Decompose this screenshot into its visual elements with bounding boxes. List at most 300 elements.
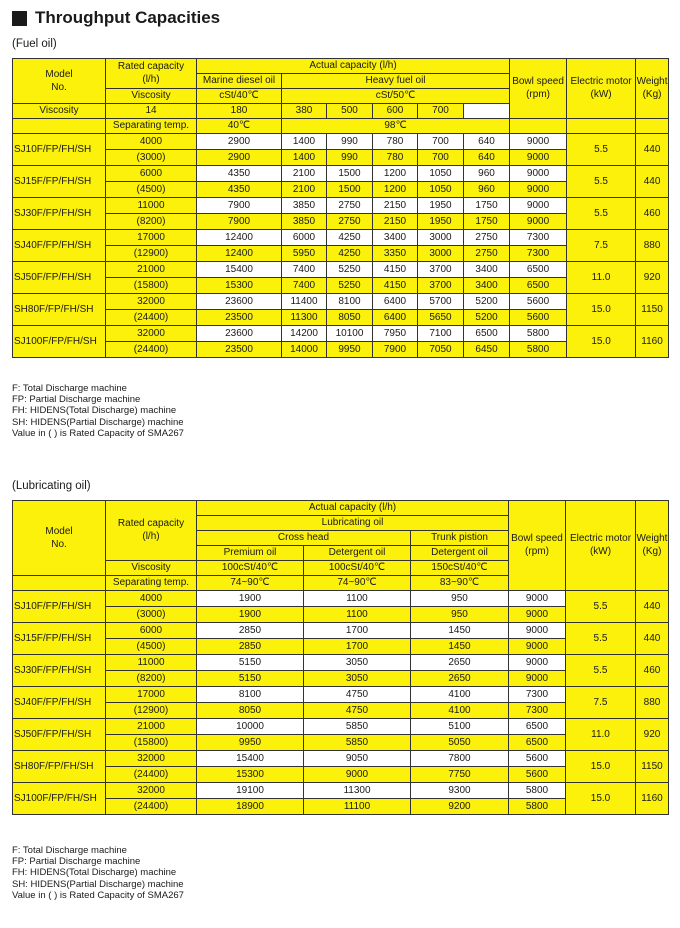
mdo-capacity: 2900 (197, 134, 282, 150)
weight-header-line: (Kg) (642, 546, 662, 557)
lub-capacity: 3050 (304, 671, 411, 687)
hfo-capacity: 11300 (282, 310, 327, 326)
viscosity-value: 180 (197, 104, 282, 119)
oil-viscosity: 100cSt/40℃ (197, 561, 304, 576)
hfo-capacity: 960 (464, 182, 510, 198)
bowl-speed-header-line: (rpm) (526, 89, 550, 100)
hfo-capacity: 780 (373, 134, 418, 150)
mdo-capacity: 7900 (197, 198, 282, 214)
sep-temp-label: Separating temp. (106, 119, 197, 134)
hfo-capacity: 4250 (327, 230, 373, 246)
model-header-line: Model (45, 68, 73, 80)
mdo-capacity: 23600 (197, 326, 282, 342)
hfo-capacity: 14000 (282, 342, 327, 358)
mdo-capacity: 23500 (197, 310, 282, 326)
table-row (13, 198, 669, 214)
hfo-capacity: 3400 (464, 262, 510, 278)
lub-capacity: 9950 (197, 735, 304, 751)
lub-capacity: 9000 (304, 767, 411, 783)
hfo-capacity: 2100 (282, 182, 327, 198)
mdo-capacity: 15400 (197, 262, 282, 278)
rated-capacity: (24400) (106, 767, 197, 783)
electric-motor: 5.5 (566, 591, 636, 623)
lub-capacity: 4750 (304, 703, 411, 719)
table-row (13, 262, 669, 278)
hfo-capacity: 1750 (464, 214, 510, 230)
rated-capacity: 32000 (106, 751, 197, 767)
hfo-capacity: 640 (464, 150, 510, 166)
table-row (13, 166, 669, 182)
cross-head-header: Cross head (197, 531, 411, 546)
hfo-capacity: 2750 (464, 246, 510, 262)
hfo-header: Heavy fuel oil (282, 74, 510, 89)
lub-capacity: 11300 (304, 783, 411, 799)
note-line: Value in ( ) is Rated Capacity of SMA267 (12, 889, 184, 901)
table-row (13, 294, 669, 310)
model-name: SJ40F/FP/FH/SH (13, 687, 106, 719)
note-line: F: Total Discharge machine (12, 383, 127, 394)
hfo-capacity: 1200 (373, 166, 418, 182)
viscosity-value: 600 (373, 104, 418, 119)
mdo-viscosity-unit: cSt/40℃ (197, 89, 282, 104)
hfo-capacity: 6000 (282, 230, 327, 246)
rated-capacity: (3000) (106, 150, 197, 166)
table-row (13, 59, 669, 74)
hfo-capacity: 3700 (418, 278, 464, 294)
fuel-oil-label: (Fuel oil) (12, 38, 57, 50)
lub-capacity: 9200 (411, 799, 509, 815)
hfo-capacity: 3000 (418, 246, 464, 262)
lub-capacity: 7800 (411, 751, 509, 767)
actual-capacity-header: Actual capacity (l/h) (197, 501, 509, 516)
lub-capacity: 4750 (304, 687, 411, 703)
lub-capacity: 1450 (411, 623, 509, 639)
hfo-capacity: 2750 (327, 198, 373, 214)
hfo-capacity: 1500 (327, 166, 373, 182)
oil-type: Premium oil (197, 546, 304, 561)
hfo-capacity: 780 (373, 150, 418, 166)
hfo-capacity: 1950 (418, 214, 464, 230)
bowl-speed: 9000 (509, 639, 566, 655)
lub-capacity: 950 (411, 607, 509, 623)
hfo-capacity: 2750 (327, 214, 373, 230)
electric-motor-header (567, 59, 636, 119)
fuel-oil-table (12, 58, 669, 358)
bowl-speed-header-line: (rpm) (525, 546, 549, 557)
lub-capacity: 19100 (197, 783, 304, 799)
model-name: SJ30F/FP/FH/SH (13, 655, 106, 687)
hfo-capacity: 11400 (282, 294, 327, 310)
lub-capacity: 18900 (197, 799, 304, 815)
rated-capacity: 21000 (106, 719, 197, 735)
rated-capacity: (12900) (106, 703, 197, 719)
oil-type: Detergent oil (304, 546, 411, 561)
electric-motor: 5.5 (566, 655, 636, 687)
model-name: SJ15F/FP/FH/SH (13, 623, 106, 655)
lub-capacity: 15400 (197, 751, 304, 767)
bowl-speed-header-blank (510, 119, 567, 134)
rated-capacity: 17000 (106, 687, 197, 703)
electric-motor-header-line: Electric motor (569, 533, 632, 544)
note-line: SH: HIDENS(Partial Discharge) machine (12, 416, 184, 428)
weight: 880 (636, 687, 669, 719)
model-header-line: No. (51, 538, 67, 550)
bowl-speed: 5800 (509, 783, 566, 799)
electric-motor: 5.5 (567, 166, 636, 198)
table-row (13, 783, 669, 799)
hfo-capacity: 3850 (282, 214, 327, 230)
lub-capacity: 5150 (197, 671, 304, 687)
oil-type: Detergent oil (411, 546, 509, 561)
rated-header (106, 501, 197, 561)
bowl-speed: 9000 (509, 607, 566, 623)
lub-capacity: 4100 (411, 703, 509, 719)
oil-viscosity: 100cSt/40℃ (304, 561, 411, 576)
bowl-speed: 6500 (509, 735, 566, 751)
rated-capacity: (24400) (106, 342, 197, 358)
rated-capacity: (24400) (106, 799, 197, 815)
hfo-capacity: 6400 (373, 294, 418, 310)
hfo-capacity: 6400 (373, 310, 418, 326)
lub-capacity: 5150 (197, 655, 304, 671)
bowl-speed: 5800 (510, 326, 567, 342)
lub-capacity: 10000 (197, 719, 304, 735)
hfo-capacity: 7950 (373, 326, 418, 342)
note-line: SH: HIDENS(Partial Discharge) machine (12, 878, 184, 890)
rated-capacity: (4500) (106, 182, 197, 198)
oil-sep-temp: 74~90℃ (197, 576, 304, 591)
hfo-capacity: 1400 (282, 134, 327, 150)
title-text: Throughput Capacities (35, 8, 221, 27)
motor-header-blank (567, 119, 636, 134)
hfo-capacity: 14200 (282, 326, 327, 342)
hfo-capacity: 5250 (327, 262, 373, 278)
weight: 1150 (636, 294, 669, 326)
lub-capacity: 1100 (304, 607, 411, 623)
table-row (13, 326, 669, 342)
model-header-blank (13, 576, 106, 591)
electric-motor: 15.0 (566, 751, 636, 783)
rated-header-line: Rated capacity (117, 61, 185, 72)
hfo-capacity: 8100 (327, 294, 373, 310)
rated-header-line: (l/h) (142, 74, 160, 85)
note-line: FP: Partial Discharge machine (12, 394, 141, 406)
lubricating-oil-label: (Lubricating oil) (12, 480, 91, 492)
bowl-speed: 9000 (510, 198, 567, 214)
rated-capacity: (3000) (106, 607, 197, 623)
trunk-piston-header: Trunk pistion (411, 531, 509, 546)
rated-header (106, 59, 197, 89)
rated-header-line: (l/h) (142, 531, 160, 542)
hfo-capacity: 1050 (418, 182, 464, 198)
hfo-capacity: 6450 (464, 342, 510, 358)
hfo-capacity: 7900 (373, 342, 418, 358)
hfo-sep-temp: 98℃ (282, 119, 510, 134)
lub-capacity: 4100 (411, 687, 509, 703)
rated-capacity: 32000 (106, 326, 197, 342)
model-header-blank (13, 119, 106, 134)
mdo-capacity: 23500 (197, 342, 282, 358)
table-row (13, 119, 669, 134)
hfo-capacity: 1500 (327, 182, 373, 198)
hfo-capacity: 10100 (327, 326, 373, 342)
bowl-speed: 9000 (510, 134, 567, 150)
model-header-line: No. (51, 81, 67, 93)
electric-motor: 15.0 (567, 294, 636, 326)
bowl-speed-header-line: Bowl speed (512, 76, 564, 87)
bowl-speed: 5600 (509, 767, 566, 783)
model-name: SH80F/FP/FH/SH (13, 751, 106, 783)
weight-header-line: (Kg) (642, 89, 662, 100)
weight: 460 (636, 198, 669, 230)
lub-capacity: 1100 (304, 591, 411, 607)
weight: 440 (636, 623, 669, 655)
hfo-capacity: 5200 (464, 310, 510, 326)
bowl-speed: 9000 (509, 591, 566, 607)
oil-sep-temp: 83~90℃ (411, 576, 509, 591)
lub-capacity: 5850 (304, 735, 411, 751)
table-row (13, 591, 669, 607)
hfo-capacity: 4150 (373, 278, 418, 294)
bowl-speed: 5600 (510, 294, 567, 310)
hfo-capacity: 700 (418, 134, 464, 150)
rated-capacity: (8200) (106, 671, 197, 687)
lub-capacity: 3050 (304, 655, 411, 671)
electric-motor-header (566, 501, 636, 591)
lub-capacity: 5100 (411, 719, 509, 735)
lub-capacity: 1700 (304, 639, 411, 655)
table-row (13, 751, 669, 767)
hfo-capacity: 990 (327, 134, 373, 150)
weight: 440 (636, 166, 669, 198)
page-title (12, 8, 220, 28)
weight: 1160 (636, 783, 669, 815)
weight: 460 (636, 655, 669, 687)
hfo-capacity: 3400 (373, 230, 418, 246)
hfo-capacity: 5250 (327, 278, 373, 294)
viscosity-value: 700 (418, 104, 464, 119)
rated-capacity: 17000 (106, 230, 197, 246)
viscosity-label: Viscosity (106, 89, 197, 104)
bowl-speed: 9000 (510, 166, 567, 182)
lub-capacity: 8100 (197, 687, 304, 703)
lub-capacity: 1900 (197, 607, 304, 623)
bowl-speed: 7300 (510, 230, 567, 246)
lub-capacity: 1900 (197, 591, 304, 607)
model-name: SJ50F/FP/FH/SH (13, 262, 106, 294)
hfo-capacity: 990 (327, 150, 373, 166)
weight: 880 (636, 230, 669, 262)
mdo-capacity: 23600 (197, 294, 282, 310)
lub-notes (12, 845, 184, 901)
model-header (13, 59, 106, 104)
bowl-speed: 5800 (510, 342, 567, 358)
weight: 1160 (636, 326, 669, 358)
rated-capacity: (15800) (106, 735, 197, 751)
lub-capacity: 5050 (411, 735, 509, 751)
hfo-capacity: 3350 (373, 246, 418, 262)
bowl-speed: 9000 (510, 182, 567, 198)
rated-capacity: (8200) (106, 214, 197, 230)
bowl-speed: 6500 (510, 262, 567, 278)
rated-header-line: Rated capacity (117, 518, 185, 529)
rated-capacity: 4000 (106, 591, 197, 607)
bowl-speed: 5600 (510, 310, 567, 326)
hfo-capacity: 5650 (418, 310, 464, 326)
bowl-speed: 6500 (510, 278, 567, 294)
bowl-speed: 9000 (510, 214, 567, 230)
table-row (13, 134, 669, 150)
bowl-speed: 7300 (509, 703, 566, 719)
lub-capacity: 1700 (304, 623, 411, 639)
actual-capacity-header: Actual capacity (l/h) (197, 59, 510, 74)
note-line: FP: Partial Discharge machine (12, 856, 141, 868)
bowl-speed-header-line: Bowl speed (511, 533, 563, 544)
hfo-capacity: 2150 (373, 214, 418, 230)
table-row (13, 655, 669, 671)
model-name: SJ10F/FP/FH/SH (13, 591, 106, 623)
mdo-capacity: 2900 (197, 150, 282, 166)
weight-header-blank (636, 119, 669, 134)
hfo-viscosity-unit: cSt/50℃ (282, 89, 510, 104)
hfo-capacity: 640 (464, 134, 510, 150)
oil-sep-temp: 74~90℃ (304, 576, 411, 591)
hfo-capacity: 700 (418, 150, 464, 166)
hfo-capacity: 6500 (464, 326, 510, 342)
sep-temp-label: Separating temp. (106, 576, 197, 591)
weight-header-line: Weight (636, 533, 668, 544)
mdo-header: Marine diesel oil (197, 74, 282, 89)
viscosity-value: 14 (106, 104, 197, 119)
lub-capacity: 7750 (411, 767, 509, 783)
table-row (13, 623, 669, 639)
bowl-speed: 5600 (509, 751, 566, 767)
lub-capacity: 2850 (197, 639, 304, 655)
model-name: SJ10F/FP/FH/SH (13, 134, 106, 166)
rated-capacity: (4500) (106, 639, 197, 655)
hfo-capacity: 5200 (464, 294, 510, 310)
hfo-capacity: 1050 (418, 166, 464, 182)
electric-motor-header-line: Electric motor (570, 76, 632, 87)
lub-capacity: 2850 (197, 623, 304, 639)
table-row (13, 719, 669, 735)
lub-capacity: 2650 (411, 655, 509, 671)
hfo-capacity: 7050 (418, 342, 464, 358)
hfo-capacity: 3850 (282, 198, 327, 214)
mdo-capacity: 7900 (197, 214, 282, 230)
model-name: SJ100F/FP/FH/SH (13, 783, 106, 815)
hfo-capacity: 1400 (282, 150, 327, 166)
hfo-capacity: 4150 (373, 262, 418, 278)
bowl-speed-header (509, 501, 566, 591)
hfo-capacity: 3400 (464, 278, 510, 294)
viscosity-label: Viscosity (106, 561, 197, 576)
fuel-notes (12, 383, 184, 439)
lub-capacity: 8050 (197, 703, 304, 719)
hfo-capacity: 7100 (418, 326, 464, 342)
lub-capacity: 11100 (304, 799, 411, 815)
model-name: SJ50F/FP/FH/SH (13, 719, 106, 751)
hfo-capacity: 2100 (282, 166, 327, 182)
rated-capacity: 4000 (106, 134, 197, 150)
bowl-speed: 9000 (509, 655, 566, 671)
viscosity-value: 380 (282, 104, 327, 119)
weight: 440 (636, 134, 669, 166)
electric-motor-header-line: (kW) (590, 89, 612, 100)
bowl-speed-header (510, 59, 567, 119)
hfo-capacity: 7400 (282, 262, 327, 278)
mdo-capacity: 4350 (197, 166, 282, 182)
model-name: SH80F/FP/FH/SH (13, 294, 106, 326)
electric-motor: 7.5 (566, 687, 636, 719)
mdo-capacity: 15300 (197, 278, 282, 294)
table-row (13, 501, 669, 516)
rated-capacity: 11000 (106, 198, 197, 214)
bowl-speed: 7300 (509, 687, 566, 703)
hfo-capacity: 3700 (418, 262, 464, 278)
electric-motor: 7.5 (567, 230, 636, 262)
hfo-capacity: 4250 (327, 246, 373, 262)
bowl-speed: 9000 (510, 150, 567, 166)
electric-motor: 15.0 (566, 783, 636, 815)
model-name: SJ15F/FP/FH/SH (13, 166, 106, 198)
rated-capacity: (12900) (106, 246, 197, 262)
note-line: F: Total Discharge machine (12, 845, 127, 856)
hfo-capacity: 960 (464, 166, 510, 182)
lub-capacity: 2650 (411, 671, 509, 687)
hfo-capacity: 1200 (373, 182, 418, 198)
bowl-speed: 5800 (509, 799, 566, 815)
mdo-sep-temp: 40℃ (197, 119, 282, 134)
table-row (13, 687, 669, 703)
electric-motor: 11.0 (567, 262, 636, 294)
model-name: SJ40F/FP/FH/SH (13, 230, 106, 262)
hfo-capacity: 8050 (327, 310, 373, 326)
rated-capacity: 11000 (106, 655, 197, 671)
lub-capacity: 5850 (304, 719, 411, 735)
hfo-capacity: 3000 (418, 230, 464, 246)
note-line: Value in ( ) is Rated Capacity of SMA267 (12, 427, 184, 439)
lubricating-oil-header: Lubricating oil (197, 516, 509, 531)
electric-motor-header-line: (kW) (589, 546, 612, 557)
mdo-capacity: 4350 (197, 182, 282, 198)
lub-capacity: 15300 (197, 767, 304, 783)
model-header (13, 501, 106, 576)
weight: 920 (636, 262, 669, 294)
lub-capacity: 9050 (304, 751, 411, 767)
electric-motor: 5.5 (567, 198, 636, 230)
note-line: FH: HIDENS(Total Discharge) machine (12, 405, 177, 417)
hfo-capacity: 7400 (282, 278, 327, 294)
electric-motor: 5.5 (567, 134, 636, 166)
electric-motor: 15.0 (567, 326, 636, 358)
hfo-capacity: 9950 (327, 342, 373, 358)
lub-capacity: 9300 (411, 783, 509, 799)
electric-motor: 5.5 (566, 623, 636, 655)
note-line: FH: HIDENS(Total Discharge) machine (12, 867, 177, 879)
title-square-icon (12, 11, 27, 26)
weight: 920 (636, 719, 669, 751)
electric-motor: 11.0 (566, 719, 636, 751)
rated-capacity: (24400) (106, 310, 197, 326)
rated-capacity: 32000 (106, 294, 197, 310)
hfo-capacity: 2150 (373, 198, 418, 214)
hfo-capacity: 5950 (282, 246, 327, 262)
rated-capacity: 6000 (106, 166, 197, 182)
hfo-capacity: 5700 (418, 294, 464, 310)
weight: 1150 (636, 751, 669, 783)
weight-header-line: Weight (636, 76, 668, 87)
